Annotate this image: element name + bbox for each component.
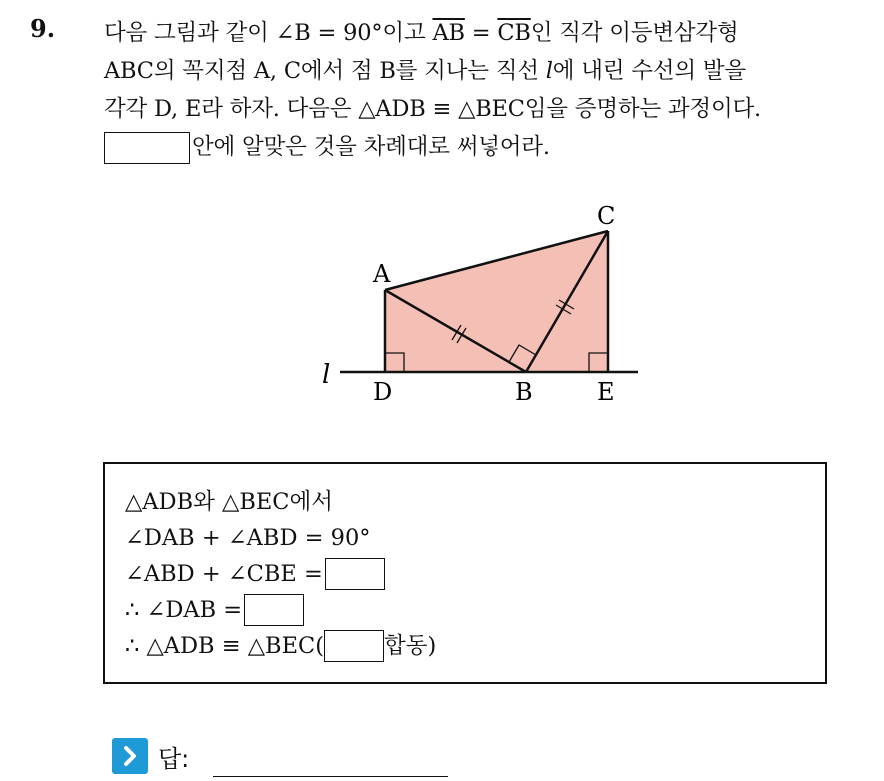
proof-row-2: ∠DAB + ∠ABD = 90°: [125, 525, 371, 551]
stem-line-4: 안에 알맞은 것을 차례대로 써넣어라.: [104, 128, 874, 166]
label-b: B: [515, 378, 533, 406]
answer-underline[interactable]: [213, 776, 448, 777]
stem-line-1: 다음 그림과 같이 ∠B = 90°이고 $\overline{AB} = \overline{CB}$인 직각 이등변삼각형: [104, 20, 739, 46]
stem-line-2: ABC의 꼭지점 A, C에서 점 B를 지나는 직선 l에 내린 수선의 발을: [104, 58, 746, 84]
proof-row-4: ∴ ∠DAB =: [125, 592, 436, 628]
label-a: A: [373, 260, 391, 288]
proof-row-1: △ADB와 △BEC에서: [125, 489, 333, 515]
proof-box: [103, 462, 827, 684]
label-e: E: [597, 378, 615, 406]
label-l: l: [322, 360, 331, 390]
shaded-region: [385, 231, 608, 372]
blank-box-1: [325, 558, 385, 590]
blank-box-2: [244, 594, 304, 626]
question-number: 9.: [30, 14, 56, 43]
segment-cb: $\overline{CB}$: [497, 20, 531, 46]
segment-ab: $\overline{AB}$: [432, 20, 465, 46]
answer-label: 답:: [158, 744, 190, 773]
stem-line-3: 각각 D, E라 하자. 다음은 △ADB ≡ △BEC임을 증명하는 과정이다.: [104, 96, 761, 122]
answer-row: [112, 738, 189, 774]
proof-row-3: ∠ABD + ∠CBE =: [125, 556, 436, 592]
label-d: D: [373, 378, 393, 406]
label-c: C: [597, 202, 616, 230]
proof-row-5: ∴ △ADB ≡ △BEC( 합동): [125, 628, 436, 664]
line-variable: l: [545, 58, 553, 84]
blank-box-3: [324, 630, 384, 662]
chevron-right-icon: [112, 738, 148, 774]
